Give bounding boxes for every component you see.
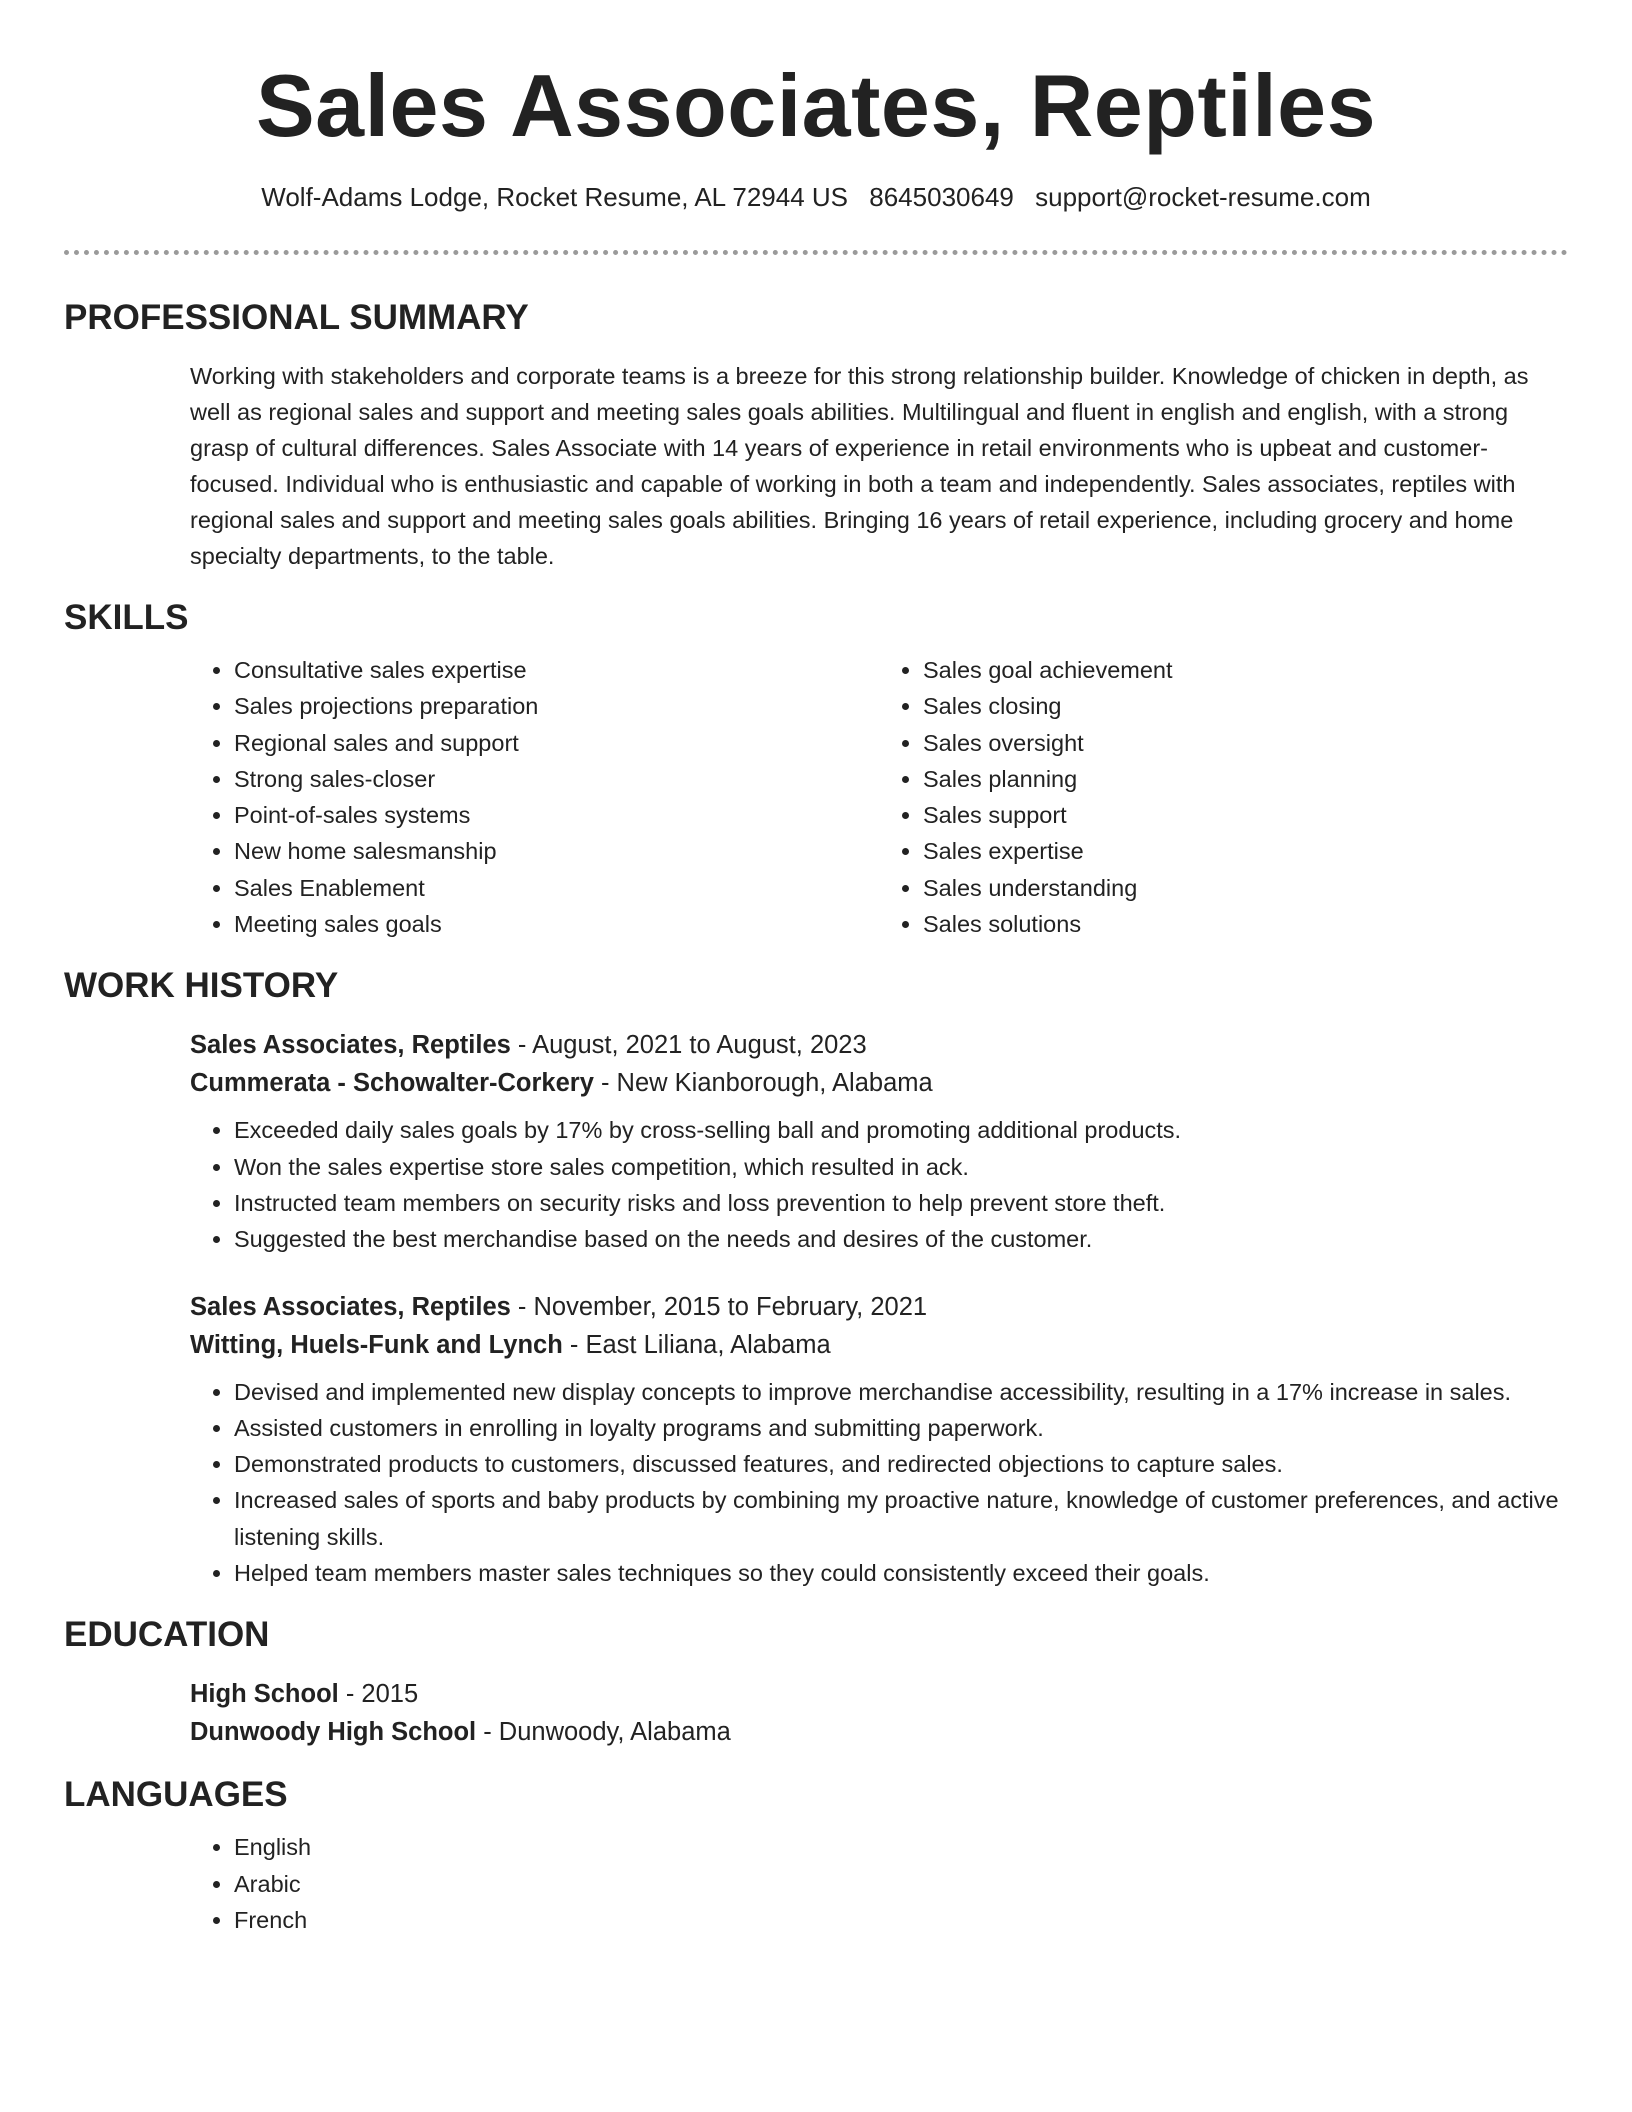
summary-section bbox=[64, 296, 1568, 574]
skills-list-left bbox=[190, 652, 879, 942]
list-item: • Instructed team members on security risks and loss prevention to help prevent store theft. bbox=[234, 1185, 1568, 1221]
header-divider bbox=[64, 250, 1568, 255]
job-company: Witting, Huels-Funk and Lynch bbox=[190, 1330, 563, 1359]
education-school: Dunwoody High School bbox=[190, 1718, 477, 1747]
contact-line bbox=[0, 180, 1632, 214]
list-item: • Meeting sales goals bbox=[234, 906, 879, 942]
job-entry bbox=[190, 1288, 1568, 1592]
list-item: • Suggested the best merchandise based on the needs and desires of the customer. bbox=[234, 1221, 1568, 1257]
languages-heading: LANGUAGES bbox=[64, 1775, 288, 1815]
education-entry bbox=[190, 1675, 1568, 1751]
list-item: • Exceeded daily sales goals by 17% by cross-selling ball and promoting additional products. bbox=[234, 1112, 1568, 1148]
summary-heading: PROFESSIONAL SUMMARY bbox=[64, 298, 529, 337]
job-location: - East Liliana, Alabama bbox=[562, 1330, 831, 1359]
work-section bbox=[64, 964, 1568, 1591]
list-item: • Sales support bbox=[923, 797, 1568, 833]
job-location: - New Kianborough, Alabama bbox=[593, 1069, 933, 1098]
education-year: - 2015 bbox=[338, 1680, 419, 1709]
job-dates: - November, 2015 to February, 2021 bbox=[510, 1292, 928, 1321]
job-bullets bbox=[190, 1112, 1568, 1257]
contact-phone: 8645030649 bbox=[869, 182, 1014, 212]
list-item: • English bbox=[234, 1829, 1568, 1865]
education-degree: High School bbox=[190, 1680, 339, 1709]
job-title-line bbox=[190, 1026, 1568, 1064]
skills-list-right bbox=[879, 652, 1568, 942]
list-item: • Sales projections preparation bbox=[234, 688, 879, 724]
list-item: • Won the sales expertise store sales competition, which resulted in ack. bbox=[234, 1149, 1568, 1185]
skills-columns bbox=[190, 652, 1568, 942]
list-item: • Sales oversight bbox=[923, 725, 1568, 761]
education-school-line bbox=[190, 1713, 1568, 1751]
skills-body bbox=[64, 652, 1568, 942]
job-role: Sales Associates, Reptiles bbox=[190, 1031, 511, 1060]
resume-name: Sales Associates, Reptiles bbox=[255, 56, 1377, 155]
education-section bbox=[64, 1613, 1568, 1751]
list-item: • Devised and implemented new display concepts to improve merchandise accessibility, resulting in a 17% increase in sales. bbox=[234, 1374, 1568, 1410]
education-degree-line bbox=[190, 1675, 1568, 1713]
job-company-line bbox=[190, 1064, 1568, 1102]
list-item: • Sales goal achievement bbox=[923, 652, 1568, 688]
list-item: • Consultative sales expertise bbox=[234, 652, 879, 688]
list-item: • Sales planning bbox=[923, 761, 1568, 797]
skills-heading: SKILLS bbox=[64, 598, 189, 637]
list-item: • French bbox=[234, 1902, 1568, 1938]
languages-list bbox=[190, 1829, 1568, 1938]
summary-text: Working with stakeholders and corporate teams is a breeze for this strong relationship builder. Knowledge of chicken in depth, as well as regional sales and support and meeting sales goals abilities. Multilingual and fluent in english and english, with a strong grasp of cultural differences. Sales Associate with 14 years of experience in retail environments who is upbeat and customer-focused. Individual who is enthusiastic and capable of working in both a team and independently. Sales associates, reptiles with regional sales and support and meeting sales goals abilities. Bringing 16 years of retail experience, including grocery and home specialty departments, to the table. bbox=[190, 363, 1529, 569]
list-item: • Sales expertise bbox=[923, 833, 1568, 869]
list-item: • Strong sales-closer bbox=[234, 761, 879, 797]
list-item: • Point-of-sales systems bbox=[234, 797, 879, 833]
education-body bbox=[64, 1675, 1568, 1751]
contact-address: Wolf-Adams Lodge, Rocket Resume, AL 72944 US bbox=[261, 182, 849, 212]
list-item: • Helped team members master sales techniques so they could consistently exceed their goals. bbox=[234, 1555, 1568, 1591]
list-item: • Regional sales and support bbox=[234, 725, 879, 761]
skills-section bbox=[64, 596, 1568, 942]
work-body bbox=[64, 1026, 1568, 1591]
list-item: • Sales solutions bbox=[923, 906, 1568, 942]
job-dates: - August, 2021 to August, 2023 bbox=[510, 1031, 867, 1060]
list-item: • Sales closing bbox=[923, 688, 1568, 724]
job-company-line bbox=[190, 1326, 1568, 1364]
resume-content bbox=[64, 296, 1568, 1938]
list-item: • Arabic bbox=[234, 1866, 1568, 1902]
list-item: • Demonstrated products to customers, discussed features, and redirected objections to capture sales. bbox=[234, 1446, 1568, 1482]
job-company: Cummerata - Schowalter-Corkery bbox=[190, 1069, 594, 1098]
languages-body bbox=[64, 1829, 1568, 1938]
list-item: • Sales understanding bbox=[923, 870, 1568, 906]
education-heading: EDUCATION bbox=[64, 1615, 270, 1655]
job-title-line bbox=[190, 1288, 1568, 1326]
job-role: Sales Associates, Reptiles bbox=[190, 1292, 511, 1321]
summary-body bbox=[64, 358, 1568, 574]
list-item: • Sales Enablement bbox=[234, 870, 879, 906]
job-entry bbox=[190, 1026, 1568, 1257]
languages-section bbox=[64, 1773, 1568, 1938]
job-bullets bbox=[190, 1374, 1568, 1592]
education-location: - Dunwoody, Alabama bbox=[476, 1718, 731, 1747]
list-item: • Increased sales of sports and baby products by combining my proactive nature, knowledge of customer preferences, and active listening skills. bbox=[234, 1482, 1568, 1555]
list-item: • Assisted customers in enrolling in loyalty programs and submitting paperwork. bbox=[234, 1410, 1568, 1446]
list-item: • New home salesmanship bbox=[234, 833, 879, 869]
work-heading: WORK HISTORY bbox=[64, 966, 339, 1006]
contact-email: support@rocket-resume.com bbox=[1035, 182, 1371, 212]
